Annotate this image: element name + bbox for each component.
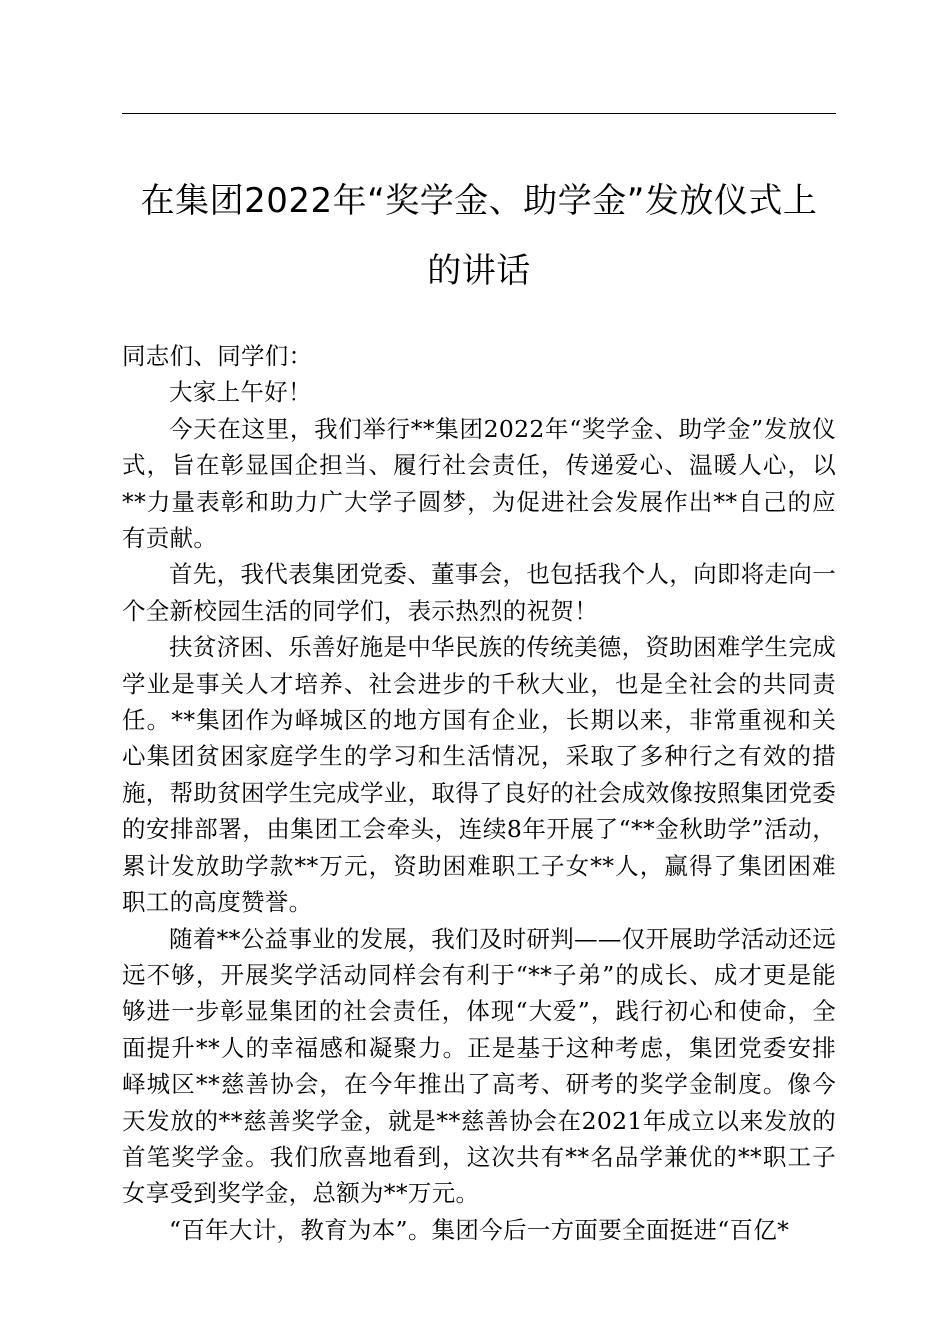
paragraph-education: “百年大计，教育为本”。集团今后一方面要全面挺进“百亿*	[169, 1215, 790, 1244]
paragraph-ceremony: 今天在这里，我们举行**集团2022年“奖学金、助学金”发放仪式，旨在彰显国企担当、履行社会责任，传递爱心、温暖人心，以**力量表彰和助力广大学子圆梦，为促进社会发展作出**自己的应有贡献。	[122, 414, 836, 553]
header-rule	[122, 113, 836, 114]
title-line-2: 的讲话	[427, 251, 531, 291]
title-line-1: 在集团2022年“奖学金、助学金”发放仪式上	[140, 181, 818, 221]
paragraph-scholarship: 随着**公益事业的发展，我们及时研判——仅开展助学活动还远远不够，开展奖学活动同样会有利于“**子弟”的成长、成才更是能够进一步彰显集团的社会责任，体现“大爱”，践行初心和使命，全面提升**人的幸福感和凝聚力。正是基于这种考虑，集团党委安排峄城区**慈善协会，在今年推出了高考、研考的奖学金制度。像今天发放的**慈善奖学金，就是**慈善协会在2021年成立以来发放的首笔奖学金。我们欣喜地看到，这次共有**名品学兼优的**职工子女享受到奖学金，总额为**万元。	[122, 924, 836, 1208]
paragraph-poverty-aid: 扶贫济困、乐善好施是中华民族的传统美德，资助困难学生完成学业是事关人才培养、社会进步的千秋大业，也是全社会的共同责任。**集团作为峄城区的地方国有企业，长期以来，非常重视和关心集团贫困家庭学生的学习和生活情况，采取了多种行之有效的措施，帮助贫困学生完成学业，取得了良好的社会成效像按照集团党委的安排部署，由集团工会牵头，连续8年开展了“**金秋助学”活动，累计发放助学款**万元，资助困难职工子女**人，赢得了集团困难职工的高度赞誉。	[122, 633, 836, 917]
document-body	[122, 338, 836, 1248]
salutation: 同志们、同学们：	[122, 342, 313, 370]
paragraph-greeting: 大家上午好！	[169, 378, 312, 407]
document-title	[122, 166, 836, 306]
paragraph-congratulations: 首先，我代表集团党委、董事会，也包括我个人，向即将走向一个全新校园生活的同学们，表示热烈的祝贺！	[122, 560, 836, 625]
